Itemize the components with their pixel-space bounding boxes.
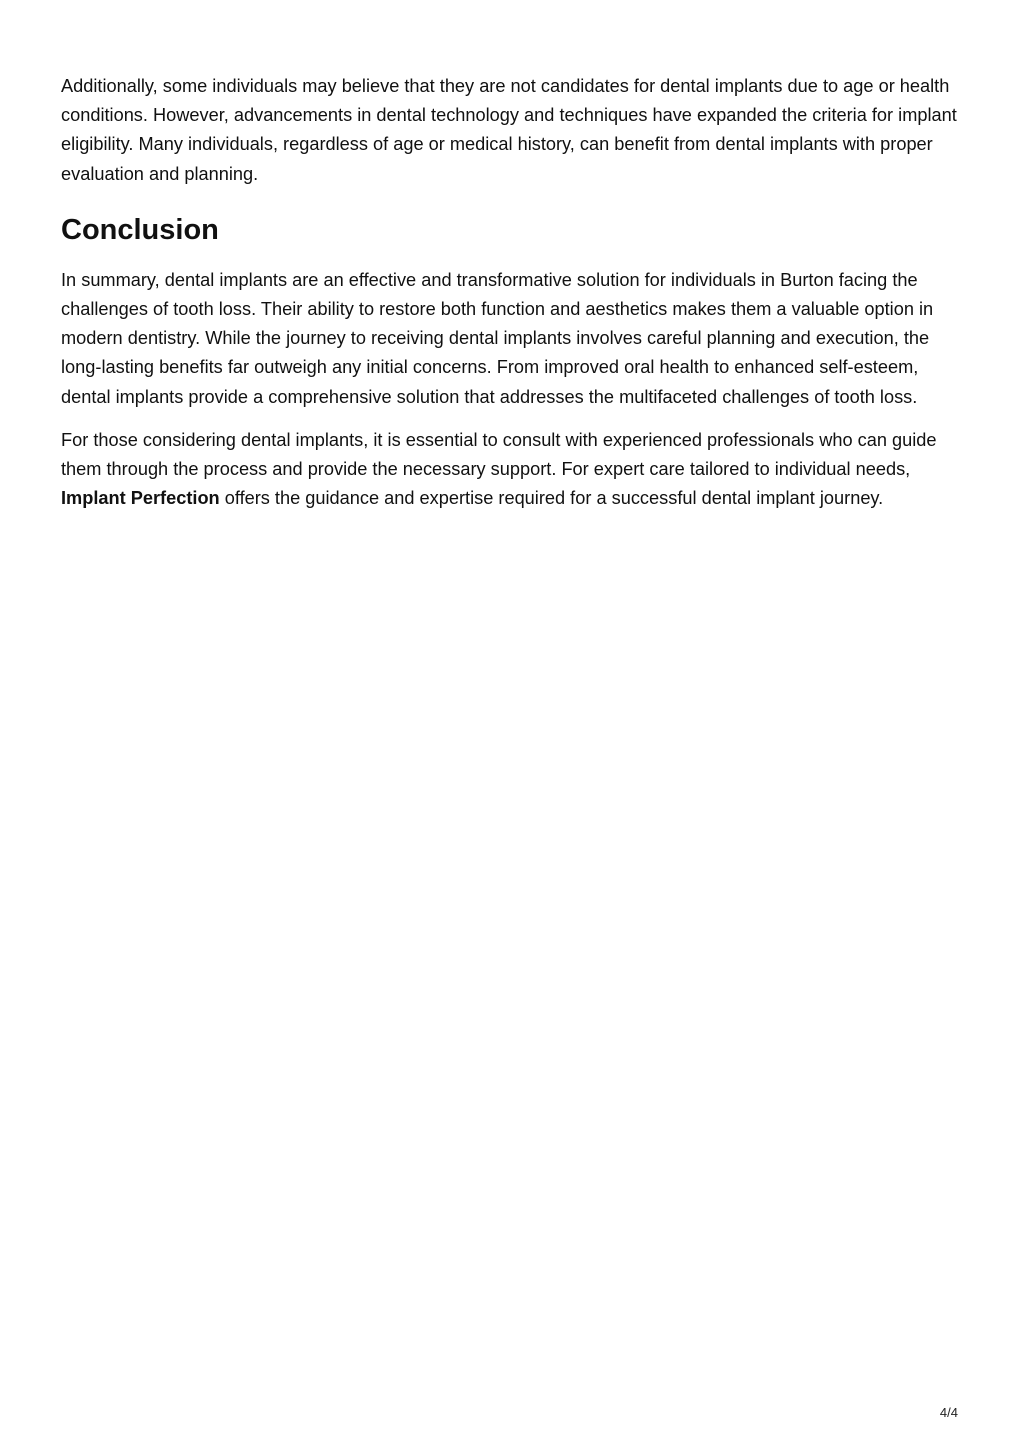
section-heading-conclusion: Conclusion: [61, 213, 219, 246]
paragraph-recommendation: [61, 426, 966, 514]
paragraph-recommendation-text-start: For those considering dental implants, it is essential to consult with experienced professionals who can guide them through the process and provide the necessary support. For expert care tailored to individual needs,: [61, 429, 937, 480]
brand-name-bold: Implant Perfection: [61, 488, 220, 509]
page-number: 4/4: [939, 1405, 958, 1420]
paragraph-summary: In summary, dental implants are an effective and transformative solution for individuals in Burton facing the challenges of tooth loss. Their ability to restore both function and aesthetics makes them a valuable option in modern dentistry. While the journey to receiving dental implants involves careful planning and execution, the long-lasting benefits far outweigh any initial concerns. From improved oral health to enhanced self-esteem, dental implants provide a comprehensive solution that addresses the multifaceted challenges of tooth loss.: [61, 269, 934, 407]
paragraph-implant-eligibility: Additionally, some individuals may believe that they are not candidates for dental implants due to age or health conditions. However, advancements in dental technology and techniques have expanded the criteria for implant eligibility. Many individuals, regardless of age or medical history, can benefit from dental implants with proper evaluation and planning.: [61, 76, 957, 184]
document-body: [61, 72, 966, 513]
paragraph-recommendation-text-end: offers the guidance and expertise required for a successful dental implant journey.: [219, 488, 884, 509]
